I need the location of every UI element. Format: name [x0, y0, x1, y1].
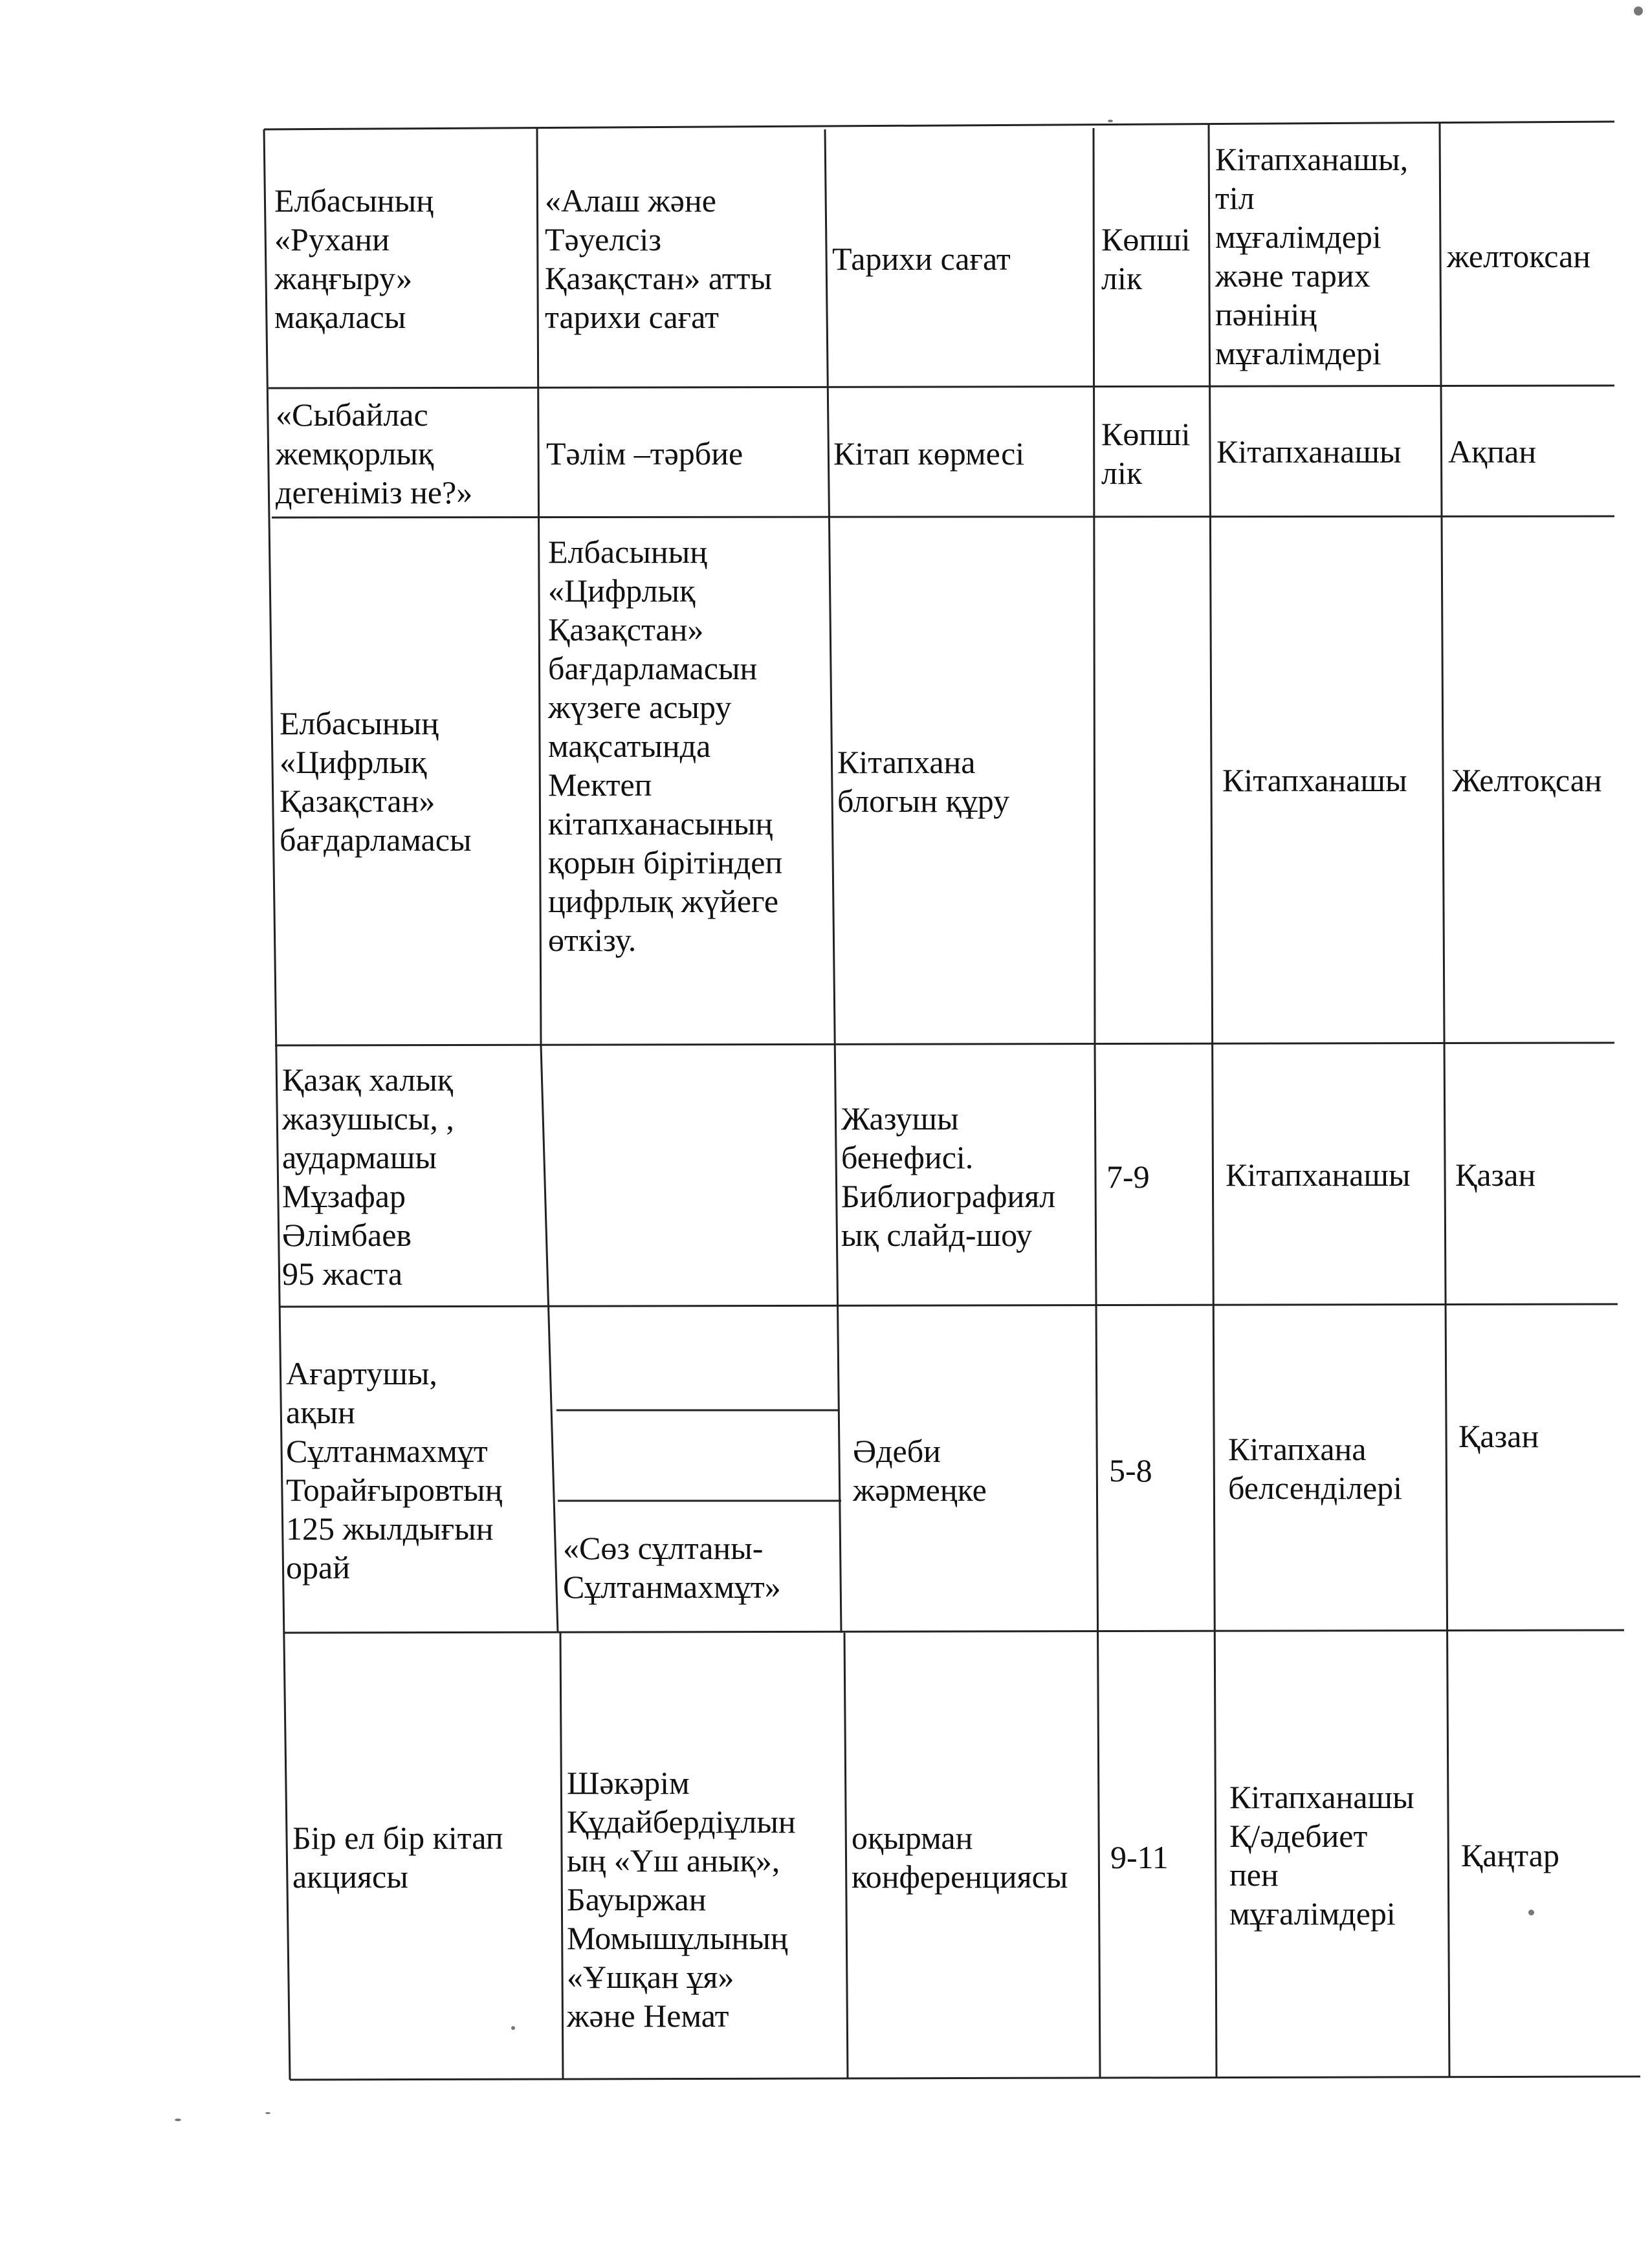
- cell-topic-text: Бір ел бір кітап акциясы: [292, 1819, 503, 1895]
- cell-topic-text: Елбасының «Рухани жаңғыру» мақаласы: [274, 182, 434, 335]
- cell-responsible-text: Кітапханашы: [1222, 762, 1407, 798]
- cell-event-title: [550, 1048, 835, 1305]
- cell-form: [839, 1048, 1097, 1305]
- cell-event-title: [542, 133, 822, 385]
- cell-responsible-text: Кітапханашы, тіл мұғалімдері және тарих пәнінің мұғалімдері: [1215, 141, 1409, 371]
- cell-audience-text: Көпші лік: [1101, 221, 1191, 296]
- cell-event-title-text: «Алаш және Тәуелсіз Қазақстан» атты тарихи сағат: [545, 182, 773, 335]
- cell-audience: [1099, 133, 1207, 385]
- cell-topic: [290, 1635, 562, 2078]
- cell-responsible: [1227, 1633, 1450, 2078]
- cell-form-text: Кітап көрмесі: [833, 435, 1025, 472]
- cell-event-title-text: Шәкәрім Құдайбердіұлын ың «Үш анық», Бауыржан Момышұлының «Ұшқан ұя» және Немат: [567, 1764, 796, 2034]
- cell-event-title: [564, 1635, 846, 2078]
- cell-topic-text: Елбасының «Цифрлық Қазақстан» бағдарламасы: [280, 705, 472, 858]
- cell-form: [835, 519, 1094, 1043]
- cell-form-text: Әдеби жәрмеңке: [853, 1433, 987, 1508]
- cell-form-text: Кітапхана блогын құру: [837, 744, 1010, 819]
- cell-event-title-text: Елбасының «Цифрлық Қазақстан» бағдарламасын жүзеге асыру мақсатында Мектеп кітапханасының қорын бірітіндеп цифрлық жүйеге өткізу.: [548, 534, 783, 958]
- cell-audience: [1108, 1635, 1216, 2078]
- cell-form: [831, 390, 1093, 516]
- cell-form: [849, 1635, 1101, 2078]
- cell-responsible: [1220, 518, 1443, 1043]
- cell-topic: [273, 390, 535, 516]
- cell-form: [844, 1309, 1099, 1631]
- cell-event-title-text: «Сөз сұлтаны- Сұлтанмахмұт»: [563, 1529, 781, 1605]
- scan-speck: [511, 2026, 515, 2030]
- cell-month-text: Қазан: [1455, 1157, 1536, 1193]
- cell-month: [1446, 388, 1615, 515]
- cell-month-text: Ақпан: [1448, 433, 1537, 470]
- cell-month-text: желтоксан: [1447, 238, 1591, 274]
- cell-month-text: Қаңтар: [1461, 1837, 1559, 1873]
- cell-month-text: Желтоқсан: [1452, 762, 1602, 798]
- cell-responsible-text: Кітапханашы: [1226, 1157, 1411, 1193]
- cell-month: [1458, 1633, 1633, 2078]
- scan-speck: [1108, 120, 1113, 122]
- cell-month: [1456, 1307, 1621, 1630]
- cell-responsible-text: Кітапханашы Қ/әдебиет пен мұғалімдері: [1229, 1779, 1414, 1932]
- cell-month: [1449, 518, 1618, 1043]
- cell-event-title: [545, 519, 827, 1043]
- cell-responsible: [1226, 1307, 1449, 1630]
- cell-event-title: [560, 1504, 839, 1630]
- cell-month: [1444, 127, 1616, 386]
- cell-responsible: [1213, 127, 1439, 386]
- cell-audience: [1100, 519, 1209, 1043]
- scan-speck: [1528, 1910, 1534, 1915]
- cell-form-text: оқырман конференциясы: [852, 1819, 1068, 1895]
- scan-speck: [265, 2112, 270, 2114]
- cell-audience-text: 9-11: [1110, 1838, 1169, 1875]
- cell-audience: [1099, 390, 1207, 516]
- cell-responsible-text: Кітапханашы: [1216, 433, 1402, 470]
- cell-form-text: Тарихи сағат: [832, 241, 1011, 277]
- cell-month: [1453, 1045, 1618, 1304]
- cell-responsible-text: Кітапхана белсенділері: [1228, 1431, 1403, 1506]
- cell-responsible: [1214, 388, 1440, 515]
- cell-topic: [283, 1309, 555, 1631]
- cell-audience-text: Көпші лік: [1101, 415, 1191, 491]
- cell-event-title: [544, 390, 823, 516]
- cell-topic-text: Қазақ халық жазушысы, , аудармашы Мұзафар Әлімбаев 95 жаста: [282, 1062, 454, 1292]
- cell-responsible: [1223, 1045, 1446, 1304]
- cell-audience-text: 5-8: [1109, 1452, 1152, 1488]
- cell-form: [830, 133, 1092, 385]
- cell-audience: [1104, 1048, 1214, 1305]
- cell-form-text: Жазушы бенефисі. Библиографиял ық слайд-шоу: [841, 1100, 1056, 1253]
- cell-audience: [1106, 1309, 1215, 1631]
- cell-topic: [277, 519, 539, 1043]
- cell-event-title-text: Тәлім –тәрбие: [546, 435, 743, 472]
- cell-topic-text: «Сыбайлас жемқорлық дегеніміз не?»: [276, 396, 473, 510]
- scan-speck: [1634, 6, 1643, 16]
- cell-month-text: Қазан: [1458, 1418, 1539, 1454]
- cell-topic: [280, 1048, 550, 1305]
- cell-audience-text: 7-9: [1106, 1159, 1150, 1195]
- cell-topic-text: Ағартушы, ақын Сұлтанмахмұт Торайғыровтың 125 жылдығын орай: [286, 1355, 503, 1586]
- scan-speck: [175, 2119, 181, 2121]
- cell-topic: [272, 133, 534, 385]
